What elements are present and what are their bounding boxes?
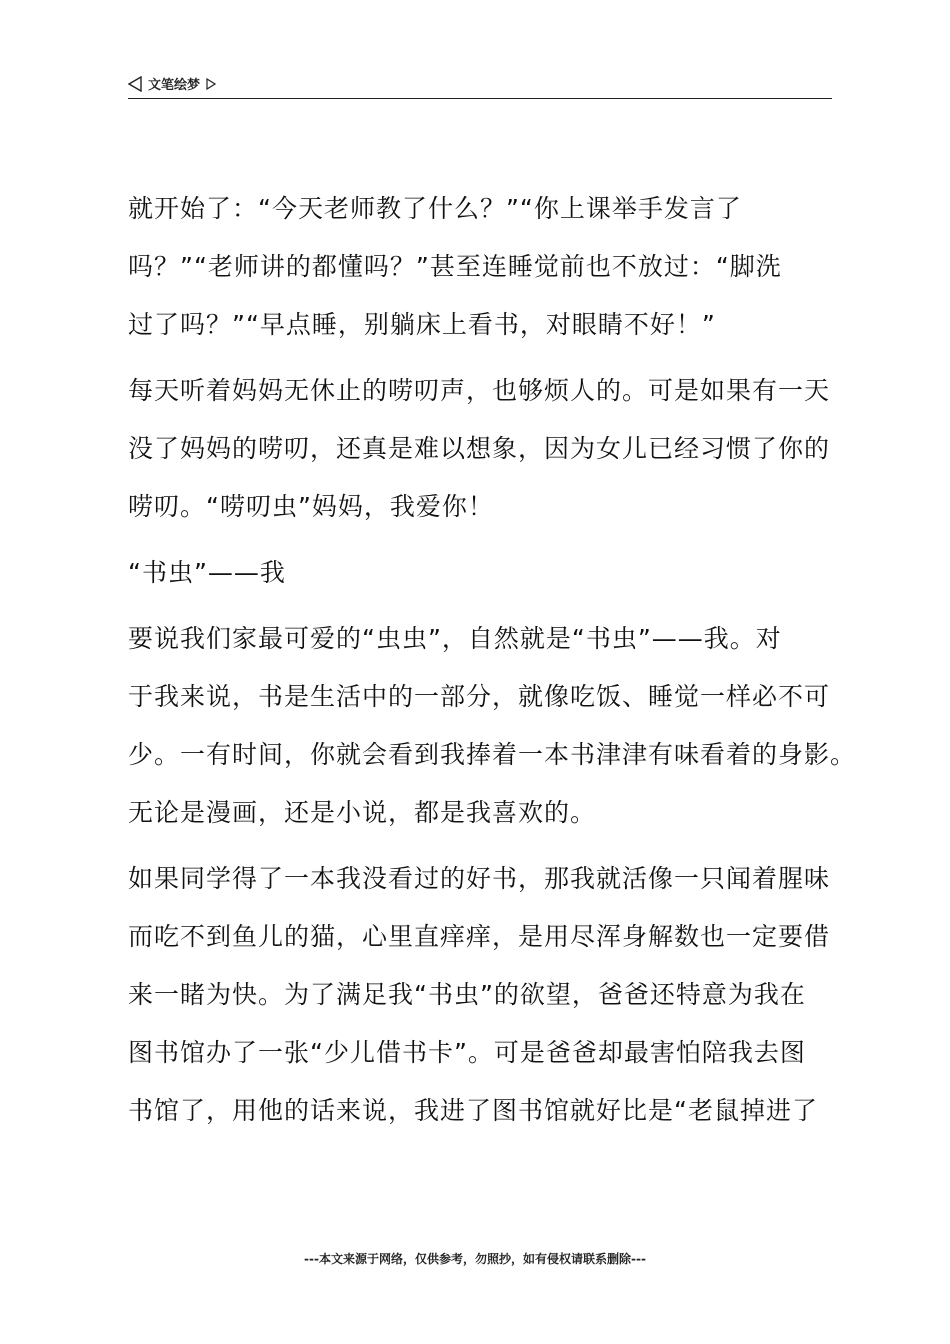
text-line: 就开始了：“今天老师教了什么？”“你上课举手发言了	[128, 194, 742, 223]
text-line: 无论是漫画，还是小说，都是我喜欢的。	[128, 798, 597, 827]
triangle-right-icon	[206, 78, 216, 90]
text-line: 如果同学得了一本我没看过的好书，那我就活像一只闻着腥味	[128, 864, 831, 893]
text-line: 每天听着妈妈无休止的唠叨声，也够烦人的。可是如果有一天	[128, 376, 831, 405]
text-line: 而吃不到鱼儿的猫，心里直痒痒，是用尽浑身解数也一定要借	[128, 922, 831, 951]
section-heading	[128, 544, 840, 602]
text-line: 于我来说，书是生活中的一部分，就像吃饭、睡觉一样必不可	[128, 682, 831, 711]
text-line: 少。一有时间，你就会看到我捧着一本书津津有味看着的身影。	[128, 740, 857, 769]
header-brand	[128, 74, 216, 93]
paragraph-2	[128, 362, 840, 536]
paragraph-3	[128, 610, 857, 842]
text-line: 没了妈妈的唠叨，还真是难以想象，因为女儿已经习惯了你的	[128, 434, 831, 463]
article-body	[128, 180, 857, 1148]
text-line: 过了吗？”“早点睡，别躺床上看书，对眼睛不好！”	[128, 310, 716, 339]
text-line: 要说我们家最可爱的“虫虫”，自然就是“书虫”——我。对	[128, 624, 782, 653]
page-footer: ---本文来源于网络，仅供参考，勿照抄，如有侵权请联系删除---	[304, 1252, 646, 1266]
text-line: “书虫”——我	[128, 558, 286, 587]
triangle-left-icon	[128, 76, 142, 92]
page-header	[128, 72, 832, 99]
text-line: 来一睹为快。为了满足我“书虫”的欲望，爸爸还特意为我在	[128, 980, 806, 1009]
paragraph-4	[128, 850, 840, 1140]
text-line: 书馆了，用他的话来说，我进了图书馆就好比是“老鼠掉进了	[128, 1096, 818, 1125]
text-line: 图书馆办了一张“少儿借书卡”。可是爸爸却最害怕陪我去图	[128, 1038, 806, 1067]
paragraph-1	[128, 180, 840, 354]
text-line: 吗？”“老师讲的都懂吗？”甚至连睡觉前也不放过：“脚洗	[128, 252, 782, 281]
text-line: 唠叨。“唠叨虫”妈妈，我爱你！	[128, 492, 494, 521]
header-title: 文笔绘梦	[148, 78, 201, 93]
